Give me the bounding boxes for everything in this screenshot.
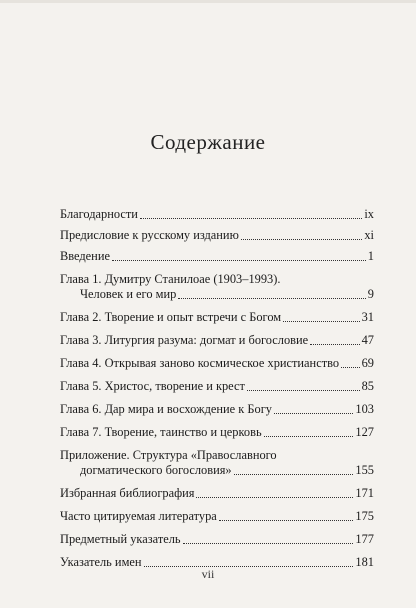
toc-entry-russian-preface[interactable]	[60, 228, 374, 243]
dot-leader	[283, 321, 359, 322]
toc-entry-bibliography[interactable]	[60, 486, 374, 501]
dot-leader	[310, 344, 359, 345]
toc-entry-page: 175	[355, 509, 374, 523]
toc-entry-chapter-1[interactable]	[60, 272, 374, 302]
toc-entry-title: Глава 2. Творение и опыт встречи с Богом	[60, 310, 282, 324]
dot-leader	[247, 390, 360, 391]
toc-entry-title: Часто цитируемая литература	[60, 509, 217, 523]
dot-leader	[183, 543, 354, 544]
toc-entry-page: 181	[355, 555, 374, 569]
dot-leader	[274, 413, 353, 414]
toc-entry-page: xi	[364, 228, 374, 242]
toc-entry-title: Предисловие к русскому изданию	[60, 228, 239, 242]
toc-entry-title-line1: Глава 1. Думитру Станилоае (1903–1993).	[60, 272, 281, 286]
table-of-contents	[60, 207, 374, 570]
toc-entry-title-line2: догматического богословия»	[80, 463, 232, 477]
page-edge	[0, 0, 416, 3]
toc-entry-page: 9	[367, 287, 374, 301]
dot-leader	[341, 367, 360, 368]
toc-entry-chapter-3[interactable]	[60, 333, 374, 348]
page-title: Содержание	[150, 130, 266, 154]
toc-entry-page: 31	[361, 310, 374, 324]
toc-entry-page: 103	[355, 402, 374, 416]
toc-entry-page: ix	[364, 207, 374, 221]
toc-entry-title: Глава 3. Литургия разума: догмат и богословие	[60, 333, 309, 347]
dot-leader	[112, 260, 366, 261]
toc-entry-title: Предметный указатель	[60, 532, 181, 546]
toc-entry-page: 155	[355, 463, 374, 477]
toc-entry-title: Благодарности	[60, 207, 138, 221]
toc-entry-chapter-4[interactable]	[60, 356, 374, 371]
toc-entry-page: 127	[355, 425, 374, 439]
toc-entry-title: Глава 7. Творение, таинство и церковь	[60, 425, 262, 439]
toc-entry-title: Введение	[60, 249, 110, 263]
dot-leader	[234, 474, 354, 475]
toc-entry-subject-index[interactable]	[60, 532, 374, 547]
toc-entry-chapter-5[interactable]	[60, 379, 374, 394]
toc-entry-appendix[interactable]	[60, 448, 374, 478]
toc-entry-chapter-6[interactable]	[60, 402, 374, 417]
toc-entry-title: Глава 6. Дар мира и восхождение к Богу	[60, 402, 272, 416]
toc-entry-page: 69	[361, 356, 374, 370]
dot-leader	[140, 218, 362, 219]
toc-entry-page: 171	[355, 486, 374, 500]
dot-leader	[241, 239, 363, 240]
toc-entry-introduction[interactable]	[60, 249, 374, 264]
dot-leader	[264, 436, 354, 437]
toc-entry-title: Глава 5. Христос, творение и крест	[60, 379, 245, 393]
toc-entry-page: 47	[361, 333, 374, 347]
toc-entry-chapter-7[interactable]	[60, 425, 374, 440]
dot-leader	[178, 298, 366, 299]
toc-entry-acknowledgements[interactable]	[60, 207, 374, 222]
dot-leader	[196, 497, 353, 498]
page-number: vii	[201, 567, 215, 581]
toc-entry-title-line2: Человек и его мир	[80, 287, 177, 301]
toc-entry-page: 85	[361, 379, 374, 393]
toc-entry-title-line1: Приложение. Структура «Православного	[60, 448, 277, 462]
toc-entry-cited-literature[interactable]	[60, 509, 374, 524]
toc-entry-title: Избранная библиография	[60, 486, 195, 500]
toc-entry-title: Указатель имен	[60, 555, 142, 569]
dot-leader	[219, 520, 354, 521]
toc-entry-page: 1	[367, 249, 374, 263]
toc-entry-chapter-2[interactable]	[60, 310, 374, 325]
toc-entry-page: 177	[355, 532, 374, 546]
toc-entry-title: Глава 4. Открывая заново космическое христианство	[60, 356, 340, 370]
